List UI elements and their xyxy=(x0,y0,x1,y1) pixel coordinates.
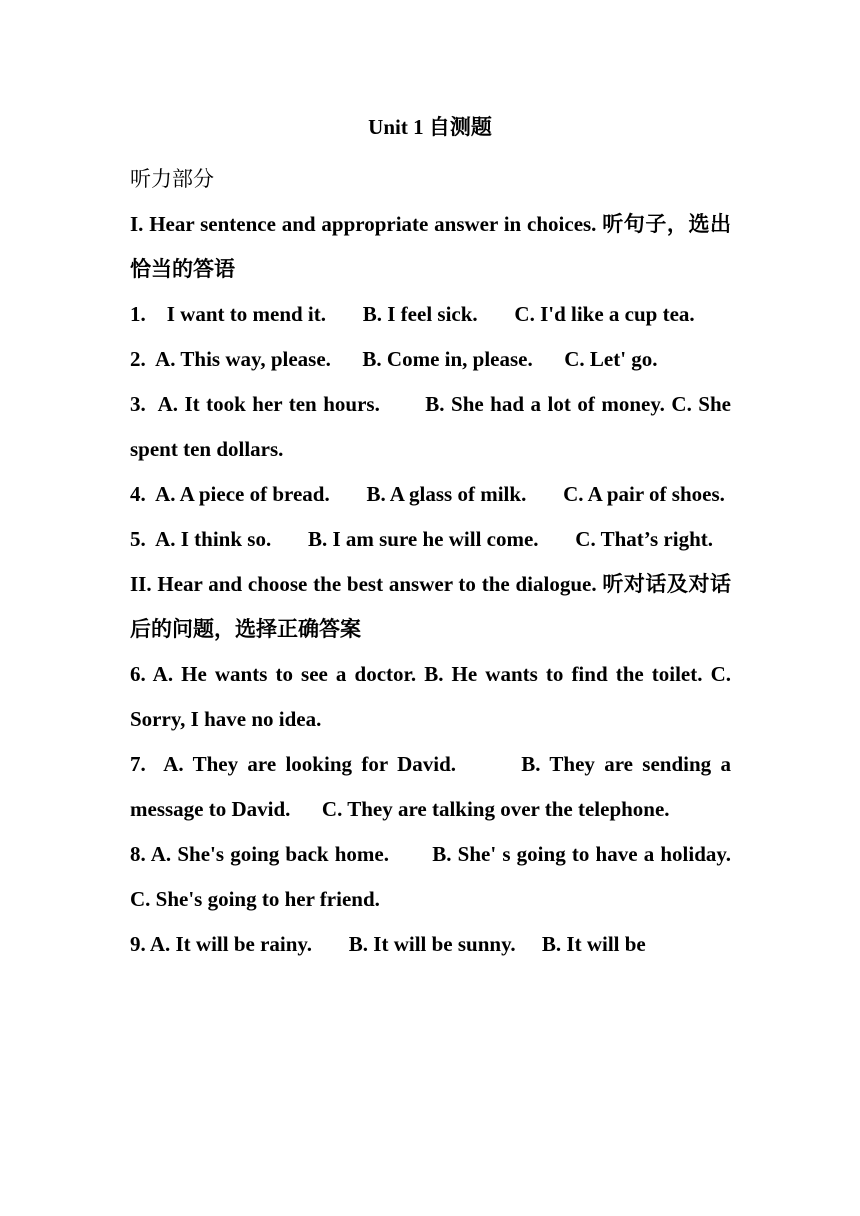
question-6: 6. A. He wants to see a doctor. B. He wants to find the toilet. C. Sorry, I have no idea. xyxy=(130,662,731,731)
question-5: 5. A. I think so. B. I am sure he will come. C. That’s right. xyxy=(130,527,713,551)
question-9: 9. A. It will be rainy. B. It will be sunny. B. It will be xyxy=(130,932,646,956)
question-2: 2. A. This way, please. B. Come in, please. C. Let' go. xyxy=(130,347,658,371)
question-7: 7. A. They are looking for David. B. They are sending a message to David. C. They are talking over the telephone. xyxy=(130,752,737,821)
page-title: Unit 1 自测题 xyxy=(368,115,492,139)
question-3: 3. A. It took her ten hours. B. She had a lot of money. C. She spent ten dollars. xyxy=(130,392,737,461)
document-body xyxy=(130,157,763,967)
question-8: 8. A. She's going back home. B. She' s going to have a holiday. C. She's going to her friend. xyxy=(130,842,763,911)
question-4: 4. A. A piece of bread. B. A glass of milk. C. A pair of shoes. xyxy=(130,482,725,506)
section1-heading: I. Hear sentence and appropriate answer in choices. 听句子，选出恰当的答语 xyxy=(130,212,731,281)
listening-heading: 听力部分 xyxy=(130,167,214,191)
question-1: 1. I want to mend it. B. I feel sick. C. I'd like a cup tea. xyxy=(130,302,695,326)
section2-heading: II. Hear and choose the best answer to the dialogue. 听对话及对话后的问题，选择正确答案 xyxy=(130,572,731,641)
